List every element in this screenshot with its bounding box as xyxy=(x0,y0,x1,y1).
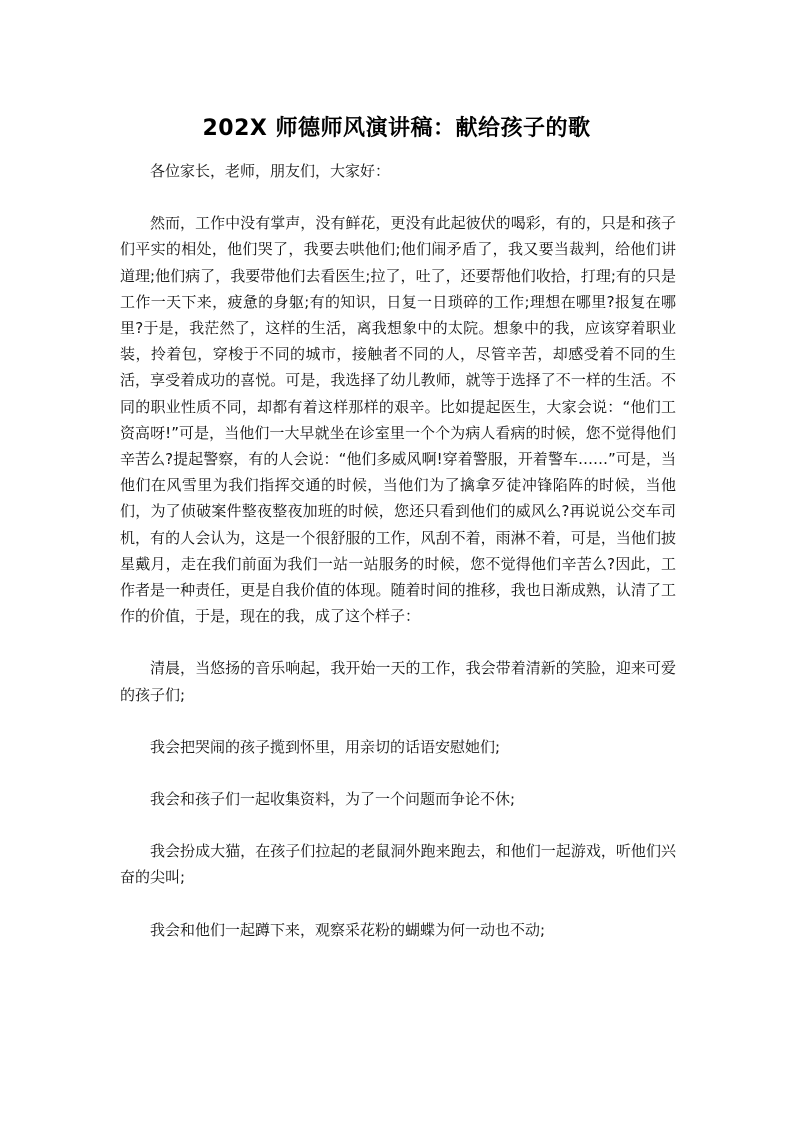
paragraph-spacer xyxy=(120,708,676,734)
paragraph-spacer xyxy=(120,891,676,917)
body-paragraph-4: 我会和孩子们一起收集资料，为了一个问题而争论不休; xyxy=(150,790,516,809)
greeting-paragraph: 各位家长，老师，朋友们，大家好： xyxy=(150,162,391,180)
body-paragraph-3: 我会把哭闹的孩子揽到怀里，用亲切的话语安慰她们; xyxy=(150,737,501,756)
paragraph-spacer xyxy=(120,760,676,786)
paragraph-spacer xyxy=(120,812,676,838)
body-paragraph-6: 我会和他们一起蹲下来，观察采花粉的蝴蝶为何一动也不动; xyxy=(150,920,546,939)
paragraph-spacer xyxy=(120,629,676,655)
body-paragraph-5: 我会扮成大猫，在孩子们拉起的老鼠洞外跑来跑去，和他们一起游戏，听他们兴奋的尖叫; xyxy=(120,842,676,887)
body-paragraph-1: 然而，工作中没有掌声，没有鲜花，更没有此起彼伏的喝彩，有的，只是和孩子们平实的相处，他们哭了，我要去哄他们;他们闹矛盾了，我又要当裁判，给他们讲道理;他们病了，我要带他们去看医生;拉了，吐了，还要帮他们收拾，打理;有的只是工作一天下来，疲惫的身躯;有的知识，日复一日琐碎的工作;理想在哪里?报复在哪里?于是，我茫然了，这样的生活，离我想象中的太院。想象中的我，应该穿着职业装，拎着包，穿梭于不同的城市，接触者不同的人，尽管辛苦，却感受着不同的生活，享受着成功的喜悦。可是，我选择了幼儿教师，就等于选择了不一样的生活。不同的职业性质不同，却都有着这样那样的艰辛。比如提起医生，大家会说：“他们工资高呀!”可是，当他们一大早就坐在诊室里一个个为病人看病的时候，您不觉得他们辛苦么?提起警察，有的人会说：“他们多威风啊!穿着警服，开着警车……”可是，当他们在风雪里为我们指挥交通的时候，当他们为了擒拿歹徒冲锋陷阵的时候，当他们，为了侦破案件整夜整夜加班的时候，您还只看到他们的威风么?再说说公交车司机，有的人会认为，这是一个很舒服的工作，风刮不着，雨淋不着，可是，当他们披星戴月，走在我们前面为我们一站一站服务的时候，您不觉得他们辛苦么?因此，工作者是一种责任，更是自我价值的体现。随着时间的推移，我也日渐成熟，认清了工作的价值，于是，现在的我，成了这个样子： xyxy=(120,214,676,626)
paragraph-spacer xyxy=(120,184,676,210)
document-title: 202X 师德师风演讲稿：献给孩子的歌 xyxy=(202,116,591,141)
body-paragraph-2: 清晨，当悠扬的音乐响起，我开始一天的工作，我会带着清新的笑脸，迎来可爱的孩子们; xyxy=(120,659,676,704)
document-body xyxy=(120,158,676,943)
